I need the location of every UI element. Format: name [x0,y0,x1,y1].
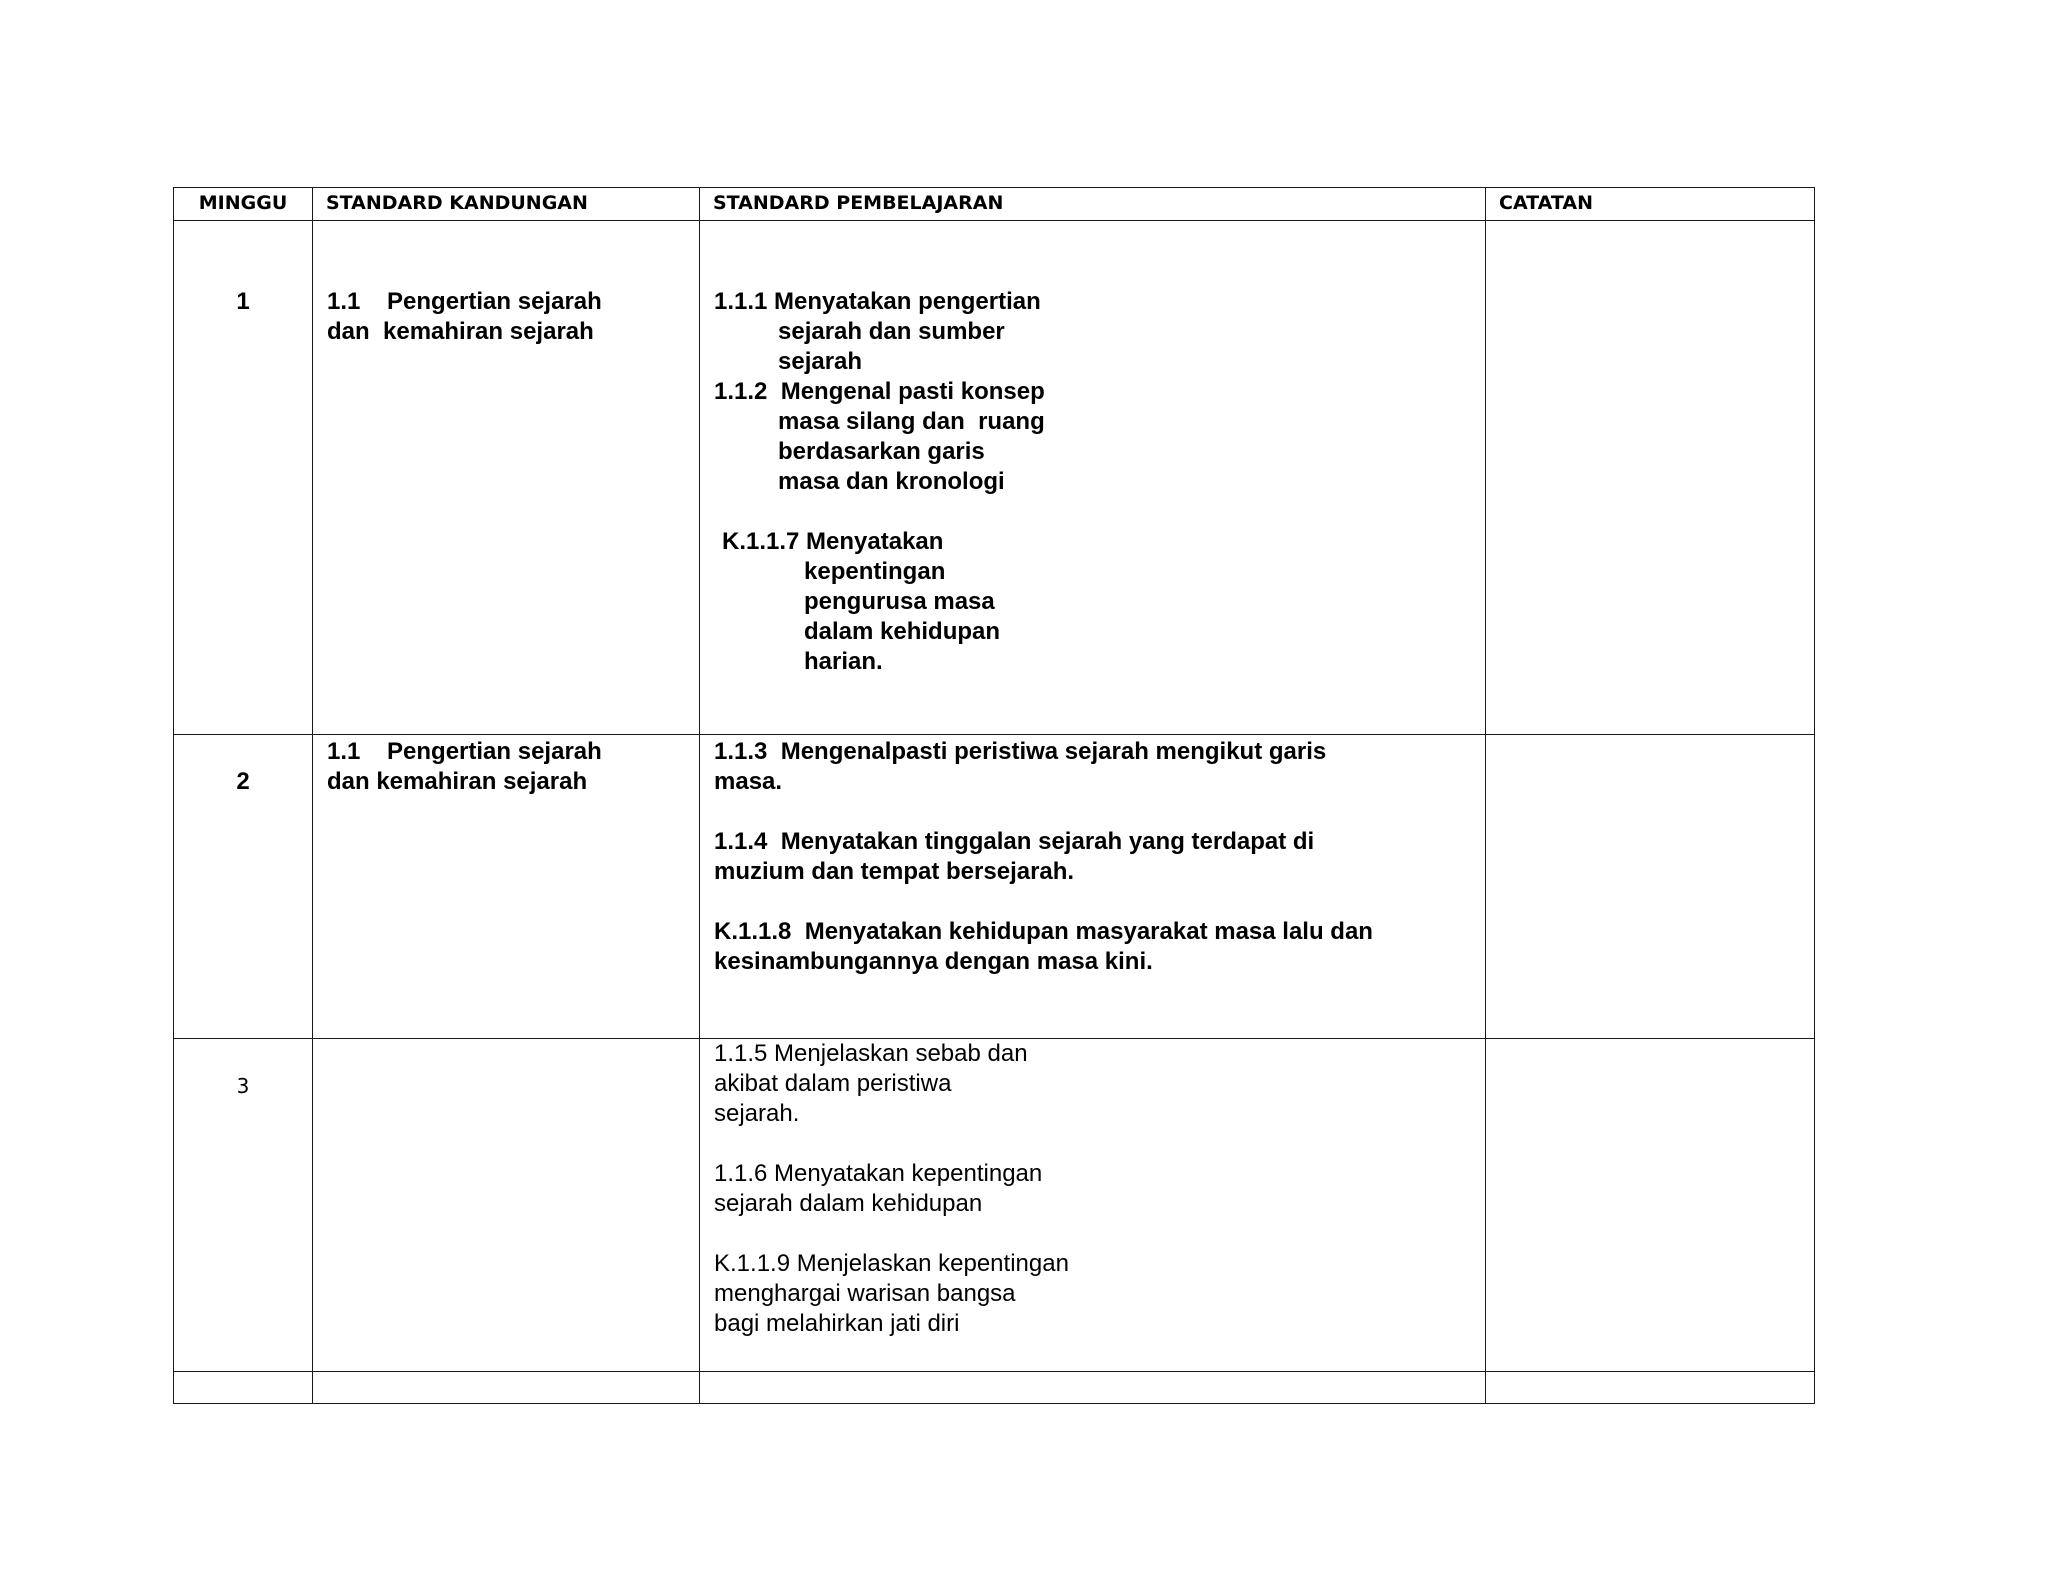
learning-standard-line: dalam kehidupan [804,618,1001,645]
learning-standard-line: 1.1.3 Mengenalpasti peristiwa sejarah mengikut garis [714,738,1327,765]
header-content-standard: STANDARD KANDUNGAN [313,188,700,221]
learning-standard-line: akibat dalam peristiwa [714,1070,952,1097]
learning-standard-line: 1.1.2 Mengenal pasti konsep [714,378,1045,405]
learning-standard-line: harian. [804,648,883,675]
learning-standard-cell [700,1372,1486,1404]
content-standard-cell [313,1372,700,1404]
learning-standard-line: kepentingan [804,558,946,585]
table-row [174,221,1815,735]
learning-standard-cell [700,1039,1486,1372]
table-row [174,735,1815,1039]
content-standard-line: dan kemahiran sejarah [327,768,588,795]
content-standard-cell [313,1039,700,1372]
lesson-plan-table [173,187,1815,1404]
notes-cell [1486,735,1815,1039]
learning-standard-line: sejarah [778,348,863,375]
notes-cell [1486,1372,1815,1404]
learning-standard-line: 1.1.5 Menjelaskan sebab dan [714,1040,1028,1067]
content-standard-line: 1.1 Pengertian sejarah [327,288,602,315]
learning-standard-line: 1.1.4 Menyatakan tinggalan sejarah yang terdapat di [714,828,1315,855]
learning-standard-line: masa. [714,768,783,795]
notes-cell [1486,1039,1815,1372]
learning-standard-line: menghargai warisan bangsa [714,1280,1016,1307]
week-number: 2 [236,768,250,795]
learning-standard-line: K.1.1.9 Menjelaskan kepentingan [714,1250,1069,1277]
week-number: 1 [236,288,250,315]
week-cell [174,221,313,735]
learning-standard-line: masa dan kronologi [778,468,1005,495]
header-learning-standard: STANDARD PEMBELAJARAN [700,188,1486,221]
notes-cell [1486,221,1815,735]
content-standard-line: 1.1 Pengertian sejarah [327,738,602,765]
header-week: MINGGU [174,188,313,221]
learning-standard-line: 1.1.6 Menyatakan kepentingan [714,1160,1043,1187]
learning-standard-line: kesinambungannya dengan masa kini. [714,948,1153,975]
table-header-row [174,188,1815,221]
learning-standard-line: sejarah dan sumber [778,318,1005,345]
week-cell [174,1039,313,1372]
learning-standard-line: berdasarkan garis [778,438,985,465]
learning-standard-line: K.1.1.7 Menyatakan [722,528,944,555]
learning-standard-line: muzium dan tempat bersejarah. [714,858,1075,885]
week-number: 3 [236,1074,250,1098]
learning-standard-line: 1.1.1 Menyatakan pengertian [714,288,1041,315]
week-cell [174,735,313,1039]
content-standard-cell [313,221,700,735]
week-cell [174,1372,313,1404]
learning-standard-line: sejarah dalam kehidupan [714,1190,983,1217]
learning-standard-line: masa silang dan ruang [778,408,1045,435]
learning-standard-line: pengurusa masa [804,588,995,615]
learning-standard-cell [700,735,1486,1039]
table-row [174,1039,1815,1372]
content-standard-line: dan kemahiran sejarah [327,318,594,345]
learning-standard-line: bagi melahirkan jati diri [714,1310,960,1337]
learning-standard-cell [700,221,1486,735]
header-notes: CATATAN [1486,188,1815,221]
learning-standard-line: K.1.1.8 Menyatakan kehidupan masyarakat masa lalu dan [714,918,1373,945]
content-standard-cell [313,735,700,1039]
learning-standard-line: sejarah. [714,1100,800,1127]
table-row [174,1372,1815,1404]
